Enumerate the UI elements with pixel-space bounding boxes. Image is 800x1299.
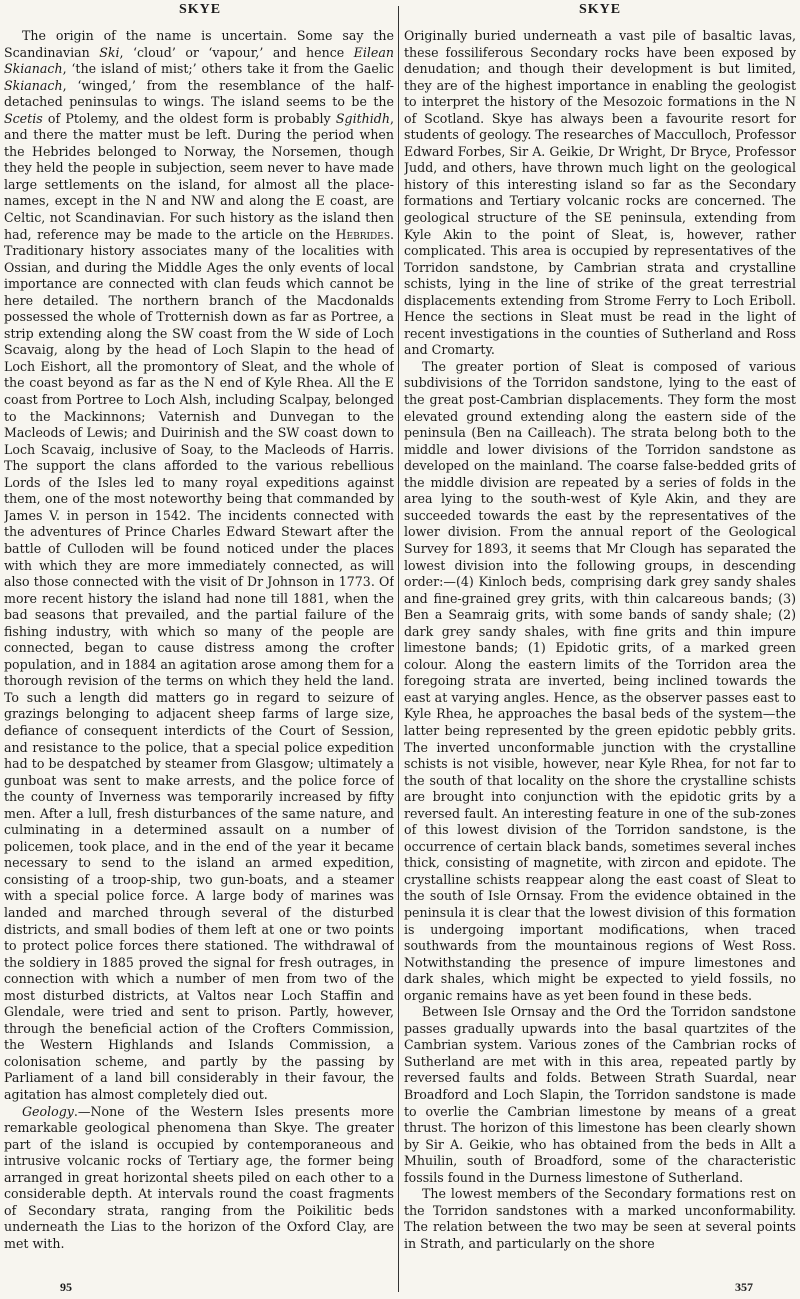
page-number-right: 357 [735,1280,753,1294]
paragraph-history: The origin of the name is uncertain. Some say the Scandinavian Ski, ‘cloud’ or ‘vapour,’ and hence Eilean Skianach, ‘the island of mist;’ others take it from the Gaelic Skianach, ‘winged,’ from the resemblance of the half-detached peninsulas to wings. The island seems to be the Scetis of Ptolemy, and the oldest form is probably Sgithidh, and there the matter must be left. During the period when the Hebrides belonged to Norway, the Norsemen, though they held the people in subjection, seem never to have made large settlements on the island, for almost all the place-names, except in the N and NW and along the E coast, are Celtic, not Scandinavian. For such history as the island then had, reference may be made to the article on the Hebrides. Traditionary history associates many of the localities with Ossian, and during the Middle Ages the only events of local importance are connected with clan feuds which cannot be here detailed. The northern branch of the Macdonalds possessed the whole of Trotternish down as far as Portree, a strip extending along the SW coast from the W side of Loch Scavaig, along by the head of Loch Slapin to the head of Loch Eishort, all the promontory of Sleat, and the whole of the coast beyond as far as the N end of Kyle Rhea. All the E coast from Portree to Loch Alsh, including Scalpay, belonged to the Mackinnons; Vaternish and Dunvegan to the Macleods of Lewis; and Duirinish and the SW coast down to Loch Scavaig, inclusive of Soay, to the Macleods of Harris. The support the clans afforded to the various rebellious Lords of the Isles led to many royal expeditions against them, one of the most noteworthy being that commanded by James V. in person in 1542. The incidents connected with the adventures of Prince Charles Edward Stewart after the battle of Culloden will be found noticed under the places with which they are more immediately connected, as will also those connected with the visit of Dr Johnson in 1773. Of more recent history the island had none till 1881, when the bad seasons that prevailed, and the partial failure of the fishing industry, with which so many of the people are connected, began to cause distress among the crofter population, and in 1884 an agitation arose among them for a thorough revision of the terms on which they held the land. To such a length did matters go in regard to seizure of grazings belonging to adjacent sheep farms of large size, defiance of consequent interdicts of the Court of Session, and resistance to the police, that a special police expedition had to be despatched by steamer from Glasgow; ultimately a gunboat was sent to make arrests, and the police force of the county of Inverness was temporarily increased by fifty men. After a lull, fresh disturbances of the same nature, and culminating in a determined assault on a number of policemen, took place, and in the end of the year it became necessary to send to the island an armed expedition, consisting of a troop-ship, two gun-boats, and a steamer with a special police force. A large body of marines was landed and marched through several of the disturbed districts, and small bodies of them left at one or two points to protect police forces there stationed. The withdrawal of the soldiery in 1885 proved the signal for fresh outrages, in connection with which a number of men from two of the most disturbed districts, at Valtos near Loch Staffin and Glendale, were tried and sent to prison. Partly, however, through the beneficial action of the Crofters Commission, the Western Highlands and Islands Commission, a colonisation scheme, and partly by the passing by Parliament of a land bill considerably in their favour, the agitation has almost completely died out. [4,28,394,1102]
column-divider [398,6,399,1292]
paragraph-secondary-rocks: Originally buried underneath a vast pile of basaltic lavas, these fossiliferous Secondary rocks have been exposed by denudation; and though their development is but limited, they are of the highest importance in enabling the geologist to interpret the history of the Mesozoic formations in the N of Scotland. Skye has always been a favourite resort for students of geology. The researches of Macculloch, Professor Edward Forbes, Sir A. Geikie, Dr Wright, Dr Bryce, Professor Judd, and others, have thrown much light on the geological history of this interesting island so far as the Secondary formations and Tertiary volcanic rocks are concerned. The geological structure of the SE peninsula, extending from Kyle Akin to the point of Sleat, is, however, rather complicated. This area is occupied by representatives of the Torridon sandstone, by Cambrian strata and crystalline schists, lying in the line of strike of the great terrestrial displacements extending from Strome Ferry to Loch Eriboll. Hence the sections in Sleat must be read in the light of recent investigations in the counties of Sutherland and Ross and Cromarty. [404,28,796,358]
hebrides-link: Hebrides [335,226,390,242]
left-column [4,28,394,1276]
page-number-left: 95 [60,1280,72,1294]
right-column [404,28,796,1276]
page-header-right: SKYE [578,2,622,17]
paragraph-unconformity: The lowest members of the Secondary formations rest on the Torridon sandstones with a marked unconformability. The relation between the two may be seen at several points in Strath, and particularly on the shore [404,1186,796,1251]
paragraph-sleat: The greater portion of Sleat is composed of various subdivisions of the Torridon sandstone, lying to the east of the great post-Cambrian displacements. They form the most elevated ground extending along the eastern side of the peninsula (Ben na Cailleach). The strata belong both to the middle and lower divisions of the Torridon sandstone as developed on the mainland. The coarse false-bedded grits of the middle division are repeated by a series of folds in the area lying to the south-west of Kyle Akin, and they are succeeded towards the east by the representatives of the lower division. From the annual report of the Geological Survey for 1893, it seems that Mr Clough has separated the lowest division into the following groups, in descending order:—(4) Kinloch beds, comprising dark grey sandy shales and fine-grained grey grits, with thin calcareous bands; (3) Ben a Seamraig grits, with some bands of sandy shale; (2) dark grey sandy shales, with fine grits and thin impure limestone bands; (1) Epidotic grits, of a marked green colour. Along the eastern limits of the Torridon area the foregoing strata are inverted, being inclined towards the east at varying angles. Hence, as the observer passes east to Kyle Rhea, he approaches the basal beds of the system—the latter being represented by the green epidotic pebbly grits. The inverted unconformable junction with the crystalline schists is not visible, however, near Kyle Rhea, for not far to the south of that locality on the shore the crystalline schists are brought into conjunction with the epidotic grits by a reversed fault. An interesting feature in one of the sub-zones of this lowest division of the Torridon sandstone, is the occurrence of certain black bands, sometimes several inches thick, consisting of magnetite, with zircon and epidote. The crystalline schists reappear along the east coast of Sleat to the south of Isle Ornsay. From the evidence obtained in the peninsula it is clear that the lowest division of this formation is undergoing important modifications, when traced southwards from the mountainous regions of West Ross. Notwithstanding the presence of impure limestones and dark shales, which might be expected to yield fossils, no organic remains have as yet been found in these beds. [404,358,796,1003]
page-header-left: SKYE [178,2,222,17]
paragraph-geology: Geology.—None of the Western Isles presents more remarkable geological phenomena than Skye. The greater part of the island is occupied by contemporaneous and intrusive volcanic rocks of Tertiary age, the former being arranged in great horizontal sheets piled on each other to a considerable depth. At intervals round the coast fragments of Secondary strata, ranging from the Poikilitic beds underneath the Lias to the horizon of the Oxford Clay, are met with. [4,1103,394,1251]
paragraph-cambrian: Between Isle Ornsay and the Ord the Torridon sandstone passes gradually upwards into the basal quartzites of the Cambrian system. Various zones of the Cambrian rocks of Sutherland are met with in this area, repeated partly by reversed faults and folds. Between Strath Suardal, near Broadford and Loch Slapin, the Torridon sandstone is made to overlie the Cambrian limestone by means of a great thrust. The horizon of this limestone has been clearly shown by Sir A. Geikie, who has obtained from the beds in Allt a Mhuilin, south of Broadford, some of the characteristic fossils found in the Durness limestone of Sutherland. [404,1004,796,1185]
geology-heading: Geology [22,1103,74,1119]
